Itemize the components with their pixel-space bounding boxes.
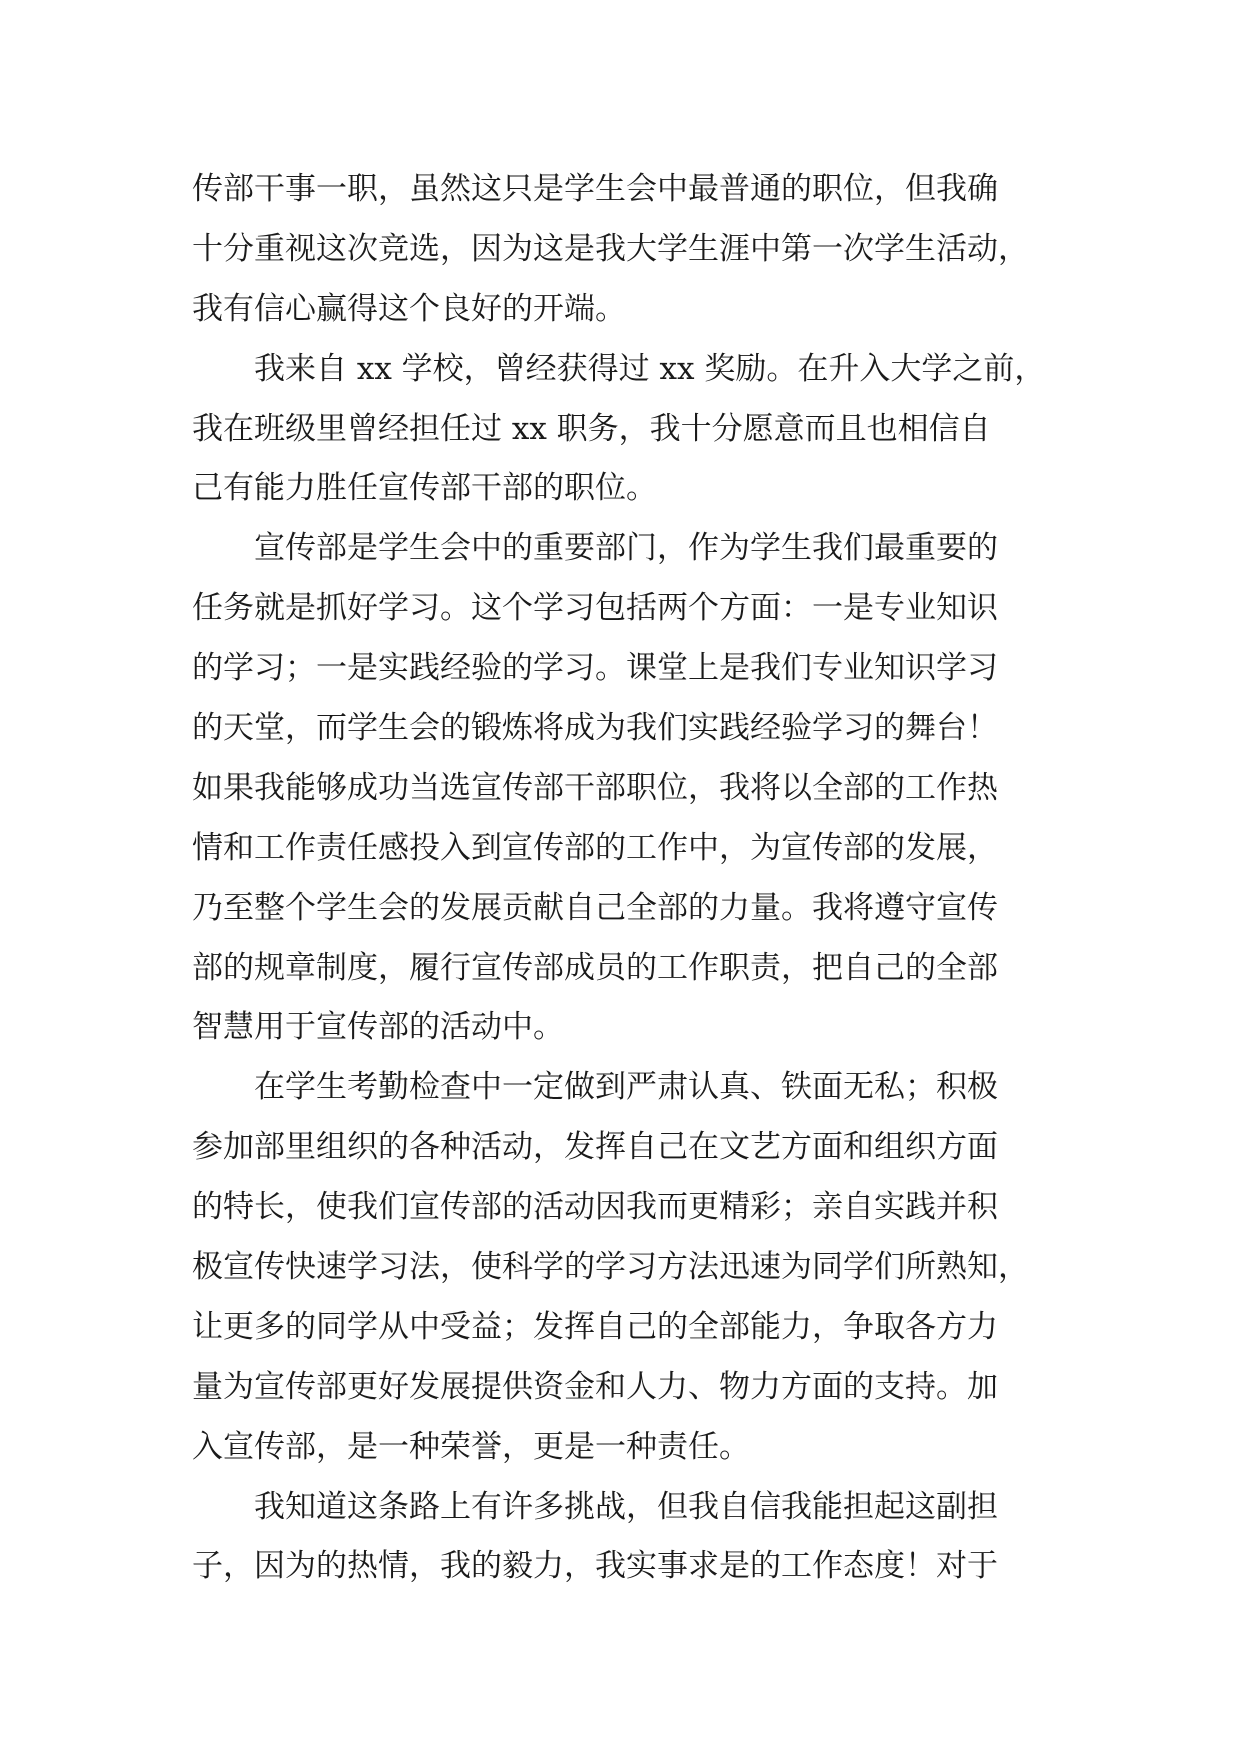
text-line: 在学生考勤检查中一定做到严肃认真、铁面无私；积极	[192, 1069, 998, 1106]
text-line: 我来自 xx 学校，曾经获得过 xx 奖励。在升入大学之前，	[192, 350, 1046, 387]
text-line: 宣传部是学生会中的重要部门，作为学生我们最重要的	[192, 530, 998, 567]
text-line: 智慧用于宣传部的活动中。	[192, 1009, 564, 1046]
text-line: 量为宣传部更好发展提供资金和人力、物力方面的支持。加	[192, 1368, 998, 1405]
text-line: 传部干事一职，虽然这只是学生会中最普通的职位，但我确	[192, 171, 998, 207]
text-line: 的天堂，而学生会的锻炼将成为我们实践经验学习的舞台！	[192, 710, 998, 747]
text-line: 乃至整个学生会的发展贡献自己全部的力量。我将遵守宣传	[192, 889, 998, 926]
text-line: 我知道这条路上有许多挑战，但我自信我能担起这副担	[192, 1488, 998, 1525]
text-line: 任务就是抓好学习。这个学习包括两个方面：一是专业知识	[192, 590, 998, 627]
text-line: 参加部里组织的各种活动，发挥自己在文艺方面和组织方面	[192, 1129, 998, 1166]
text-line: 我有信心赢得这个良好的开端。	[192, 290, 626, 327]
document-body	[192, 160, 1052, 1597]
text-line: 的学习；一是实践经验的学习。课堂上是我们专业知识学习	[192, 650, 998, 687]
text-line: 如果我能够成功当选宣传部干部职位，我将以全部的工作热	[192, 769, 998, 806]
text-line: 的特长，使我们宣传部的活动因我而更精彩；亲自实践并积	[192, 1189, 998, 1226]
text-line: 极宣传快速学习法，使科学的学习方法迅速为同学们所熟知，	[192, 1249, 1029, 1286]
text-line: 情和工作责任感投入到宣传部的工作中，为宣传部的发展，	[192, 829, 998, 866]
text-line: 子，因为的热情，我的毅力，我实事求是的工作态度！对于	[192, 1548, 998, 1585]
text-line: 十分重视这次竞选，因为这是我大学生涯中第一次学生活动，	[192, 230, 1029, 267]
text-line: 让更多的同学从中受益；发挥自己的全部能力，争取各方力	[192, 1308, 998, 1345]
text-line: 部的规章制度，履行宣传部成员的工作职责，把自己的全部	[192, 949, 998, 986]
text-line: 我在班级里曾经担任过 xx 职务，我十分愿意而且也相信自	[192, 410, 991, 447]
text-line: 入宣传部，是一种荣誉，更是一种责任。	[192, 1428, 750, 1465]
text-line: 己有能力胜任宣传部干部的职位。	[192, 470, 657, 507]
